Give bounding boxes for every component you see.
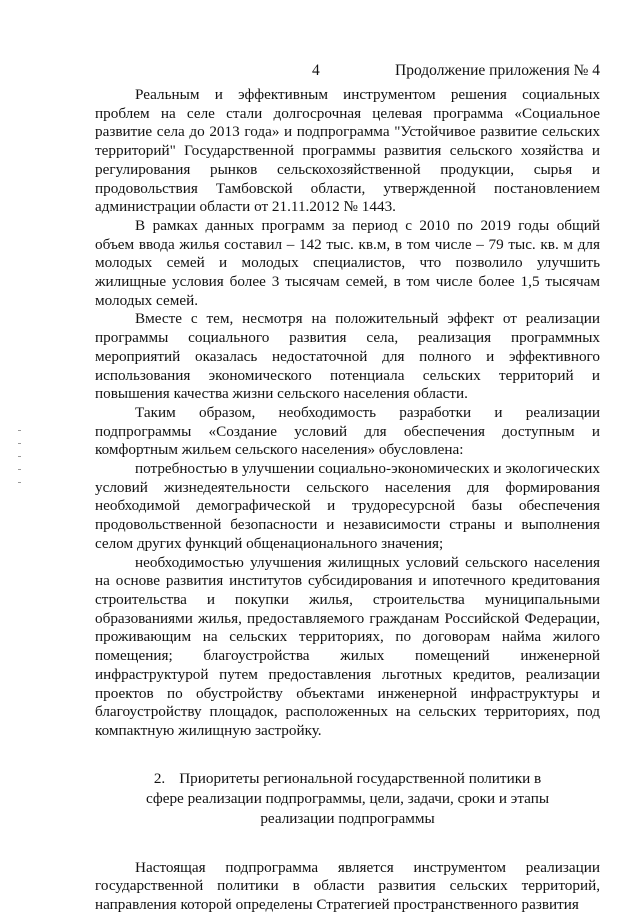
page-number: 4 [312,62,320,79]
paragraph-insufficiency: Вместе с тем, несмотря на положительный эффект от реализации программы социального развития села, реализация программных мероприятий оказалась недостаточной для полного и эффективного использования экономического потенциала сельских территорий и повышения качества жизни сельского населения области. [95,310,600,403]
section-title-line-3: реализации подпрограммы [260,809,435,827]
section-number: 2. [153,769,166,787]
paragraph-need-housing: необходимостью улучшения жилищных условий сельского населения на основе развития институтов субсидирования и ипотечного кредитования строительства и покупки жилья, строительства муниципальными образованиями жилья, предоставляемого гражданам Российской Федерации, проживающим на сельских территориях, по договорам найма жилого помещения; благоустройства жилых помещений инженерной инфраструктурой путем предоставления льготных кредитов, реализации проектов по обустройству объектами инженерной инфраструктуры и благоустройству площадок, расположенных на сельских территориях, под компактную жилищную застройку. [95,553,600,739]
section-title-line-1: Приоритеты региональной государственной политики в [179,769,542,787]
paragraph-necessity: Таким образом, необходимость разработки и реализации подпрограммы «Создание условий для обеспечения доступным и комфортным жильем сельского населения» обусловлена: [95,403,600,459]
page-header [95,58,600,86]
document-page [95,58,600,915]
paragraph-subprogram-intro: Настоящая подпрограмма является инструментом реализации государственной политики в области развития сельских территорий, направления которой определены Стратегией пространственного развития [95,858,600,914]
appendix-continuation-label: Продолжение приложения № 4 [395,62,600,79]
section-heading [95,769,600,829]
paragraph-need-socioeconomic: потребностью в улучшении социально-экономических и экологических условий жизнедеятельности сельского населения для формирования необходимой демографической и трудоресурсной базы обеспечения продовольственной безопасности и независимости страны и выполнения селом других функций общенационального значения; [95,460,600,552]
margin-scan-marks [18,430,24,530]
paragraph-instrument: Реальным и эффективным инструментом решения социальных проблем на селе стали долгосрочная целевая программа «Социальное развитие села до 2013 года» и подпрограмма "Устойчивое развитие сельских территорий" Государственной программы развития сельского хозяйства и регулирования рынков сельскохозяйственной продукции, сырья и продовольствия Тамбовской области, утвержденной постановлением администрации области от 21.11.2012 № 1443. [95,86,600,216]
section-title-line-2: сфере реализации подпрограммы, цели, задачи, сроки и этапы [145,789,550,807]
paragraph-housing-stats: В рамках данных программ за период с 2010 по 2019 годы общий объем ввода жилья составил – 142 тыс. кв.м, в том числе – 79 тыс. кв. м для молодых семей и молодых специалистов, что позволило улучшить жилищные условия более 3 тысячам семей, в том числе более 1,5 тысячам молодых семей. [95,216,600,309]
